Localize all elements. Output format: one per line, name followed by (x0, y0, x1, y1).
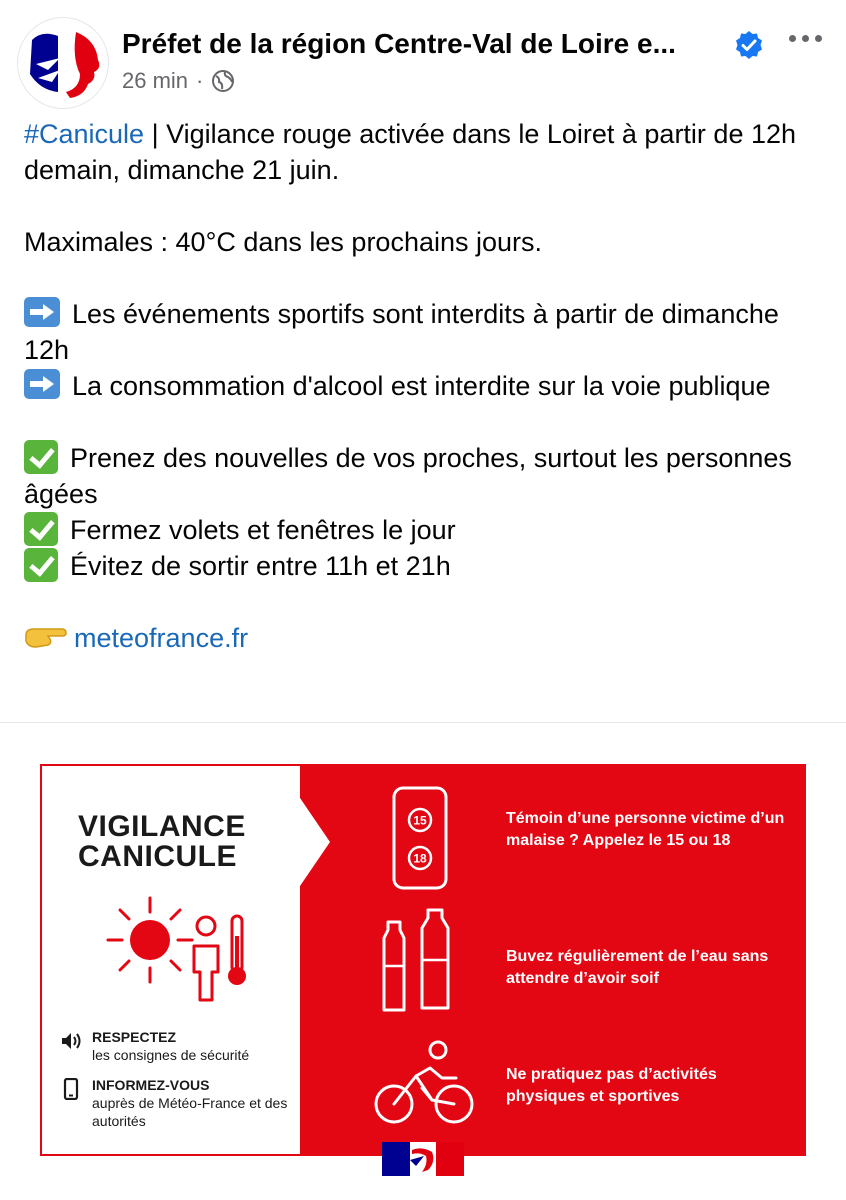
hashtag-link[interactable]: #Canicule (24, 119, 145, 149)
content-divider (0, 722, 846, 723)
check-item (24, 548, 824, 584)
check-mark-icon (24, 512, 58, 546)
tip-text: auprès de Météo-France et des autorités (92, 1095, 288, 1129)
post-time[interactable]: 26 min (122, 68, 189, 93)
tip-heading: INFORMEZ-VOUS (92, 1077, 210, 1093)
check-mark-icon (24, 440, 58, 474)
page-avatar[interactable] (18, 18, 108, 108)
more-dot (802, 35, 809, 42)
advice-call-emergency: Témoin d’une personne victime d’un malaise ? Appelez le 15 ou 18 (506, 810, 785, 849)
phone-icon (60, 1078, 82, 1100)
right-arrow-icon (24, 297, 60, 327)
speaker-icon (60, 1030, 82, 1052)
post-header (0, 0, 846, 110)
meteofrance-link[interactable]: meteofrance.fr (74, 623, 249, 653)
verified-badge-icon (734, 30, 764, 60)
arrow-item (24, 296, 824, 368)
post-line-max: Maximales : 40°C dans les prochains jours. (24, 227, 543, 257)
post-line-alert (24, 116, 824, 188)
more-dot (789, 35, 796, 42)
meta-separator: · (196, 68, 204, 93)
link-line (24, 620, 824, 656)
more-dot (815, 35, 822, 42)
sun-icon (102, 892, 198, 988)
title-line: VIGILANCE (78, 810, 246, 843)
tip-respectez (60, 1028, 290, 1064)
advice-drink-water: Buvez régulièrement de l’eau sans attendre d’avoir soif (506, 948, 769, 987)
right-arrow-icon (24, 369, 60, 399)
advice-no-sport: Ne pratiquez pas d’activités physiques et sportives (506, 1066, 717, 1105)
marianne-footer-logo (382, 1142, 464, 1176)
panel-notch (300, 798, 330, 886)
check-item-text: Prenez des nouvelles de vos proches, surtout les personnes âgées (24, 443, 792, 509)
infographic-right-panel (300, 766, 804, 1154)
check-item (24, 512, 824, 548)
phone-number-18: 18 (413, 851, 427, 866)
person-thermometer-icon (190, 912, 252, 1006)
more-options-button[interactable] (783, 26, 827, 50)
infographic-left-panel (42, 766, 300, 1154)
water-bottles-icon (372, 908, 468, 1016)
alert-text: | Vigilance rouge activée dans le Loiret à partir de 12h demain, dimanche 21 juin. (24, 119, 797, 185)
marianne-logo-icon (382, 1142, 464, 1176)
bicycle-rider-icon (372, 1038, 476, 1126)
infographic-title (78, 812, 278, 872)
check-item (24, 440, 824, 512)
arrow-item-text: Les événements sportifs sont interdits à partir de dimanche 12h (24, 299, 779, 365)
check-item-text: Fermez volets et fenêtres le jour (70, 515, 456, 545)
tip-informez (60, 1076, 290, 1130)
globe-icon[interactable] (211, 69, 235, 93)
check-mark-icon (24, 548, 58, 582)
phone-number-15: 15 (413, 813, 427, 828)
post-meta (122, 68, 235, 94)
page-name[interactable]: Préfet de la région Centre-Val de Loire e... (122, 28, 676, 59)
tip-heading: RESPECTEZ (92, 1029, 177, 1045)
arrow-item-text: La consommation d'alcool est interdite sur la voie publique (72, 371, 771, 401)
check-item-text: Évitez de sortir entre 11h et 21h (70, 551, 451, 581)
arrow-item (24, 368, 824, 404)
vigilance-infographic[interactable] (40, 764, 806, 1156)
marianne-logo-icon (18, 18, 108, 108)
pointing-hand-icon (24, 623, 68, 651)
tip-text: les consignes de sécurité (92, 1047, 250, 1063)
title-line: CANICULE (78, 840, 237, 873)
smartphone-emergency-icon (388, 784, 452, 892)
post-body (24, 116, 824, 656)
